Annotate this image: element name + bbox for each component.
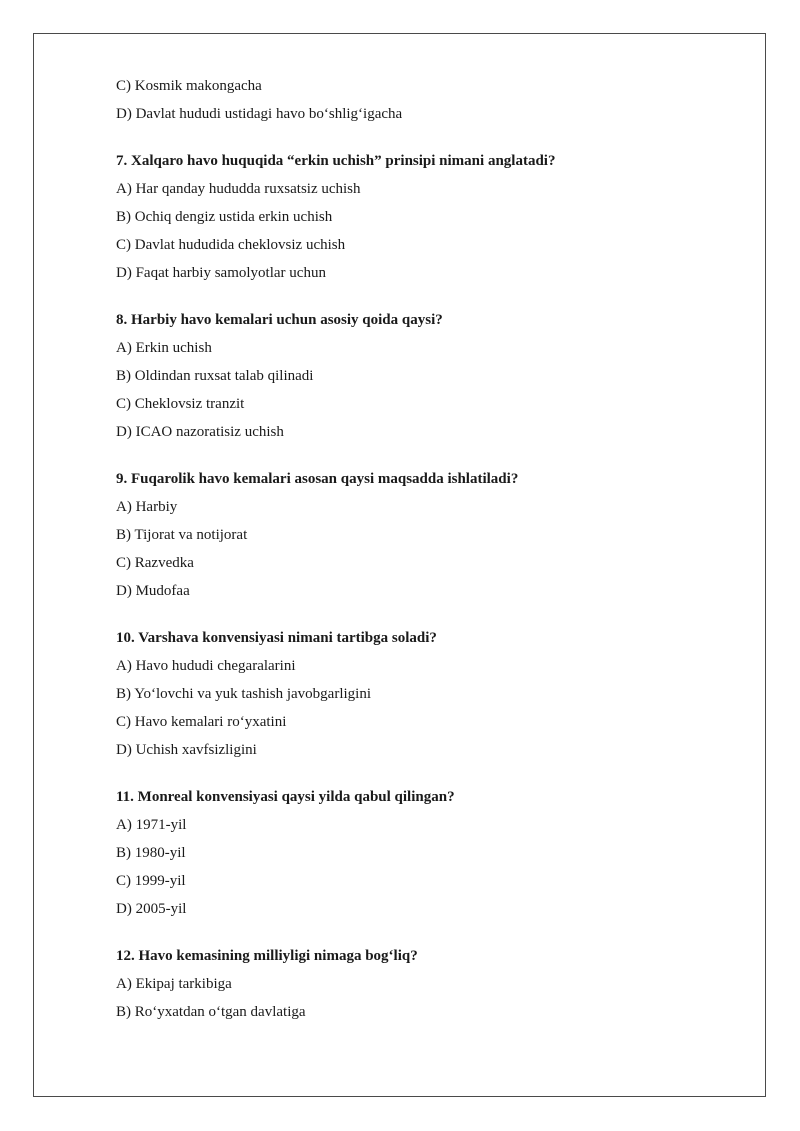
- question-block: [116, 942, 736, 1026]
- answer-option: B) Ochiq dengiz ustida erkin uchish: [116, 209, 333, 225]
- answer-option: D) ICAO nazoratisiz uchish: [116, 424, 284, 440]
- question-block: [116, 624, 736, 764]
- answer-option: C) 1999-yil: [116, 873, 186, 889]
- question-text: 12. Havo kemasining milliyligi nimaga bog‘liq?: [116, 948, 418, 964]
- question-block: [116, 783, 736, 923]
- answer-option: A) Havo hududi chegaralarini: [116, 658, 296, 674]
- question-block: [116, 147, 736, 287]
- answer-option: B) Tijorat va notijorat: [116, 527, 248, 543]
- answer-option: B) Oldindan ruxsat talab qilinadi: [116, 368, 314, 384]
- answer-option: D) Davlat hududi ustidagi havo bo‘shlig‘igacha: [116, 106, 403, 122]
- answer-option: A) Har qanday hududda ruxsatsiz uchish: [116, 181, 361, 197]
- answer-option: B) Yo‘lovchi va yuk tashish javobgarligini: [116, 686, 371, 702]
- answer-option: C) Razvedka: [116, 555, 194, 571]
- answer-option: B) Ro‘yxatdan o‘tgan davlatiga: [116, 1004, 306, 1020]
- question-block: [116, 465, 736, 605]
- answer-option: D) Uchish xavfsizligini: [116, 742, 257, 758]
- answer-option: C) Davlat hududida cheklovsiz uchish: [116, 237, 346, 253]
- document-body: [116, 72, 736, 1026]
- answer-option: A) 1971-yil: [116, 817, 187, 833]
- question-block: [116, 306, 736, 446]
- answer-option: A) Ekipaj tarkibiga: [116, 976, 232, 992]
- answer-option: B) 1980-yil: [116, 845, 186, 861]
- answer-option: C) Cheklovsiz tranzit: [116, 396, 245, 412]
- answer-option: A) Harbiy: [116, 499, 178, 515]
- answer-option: D) Mudofaa: [116, 583, 190, 599]
- answer-option: A) Erkin uchish: [116, 340, 212, 356]
- question-text: 11. Monreal konvensiyasi qaysi yilda qabul qilingan?: [116, 789, 455, 805]
- answer-option: C) Kosmik makongacha: [116, 78, 262, 94]
- continued-options: [116, 72, 736, 128]
- answer-option: C) Havo kemalari ro‘yxatini: [116, 714, 287, 730]
- question-text: 9. Fuqarolik havo kemalari asosan qaysi maqsadda ishlatiladi?: [116, 471, 519, 487]
- question-text: 10. Varshava konvensiyasi nimani tartibga soladi?: [116, 630, 437, 646]
- answer-option: D) Faqat harbiy samolyotlar uchun: [116, 265, 326, 281]
- question-text: 8. Harbiy havo kemalari uchun asosiy qoida qaysi?: [116, 312, 443, 328]
- answer-option: D) 2005-yil: [116, 901, 187, 917]
- question-text: 7. Xalqaro havo huquqida “erkin uchish” prinsipi nimani anglatadi?: [116, 153, 556, 169]
